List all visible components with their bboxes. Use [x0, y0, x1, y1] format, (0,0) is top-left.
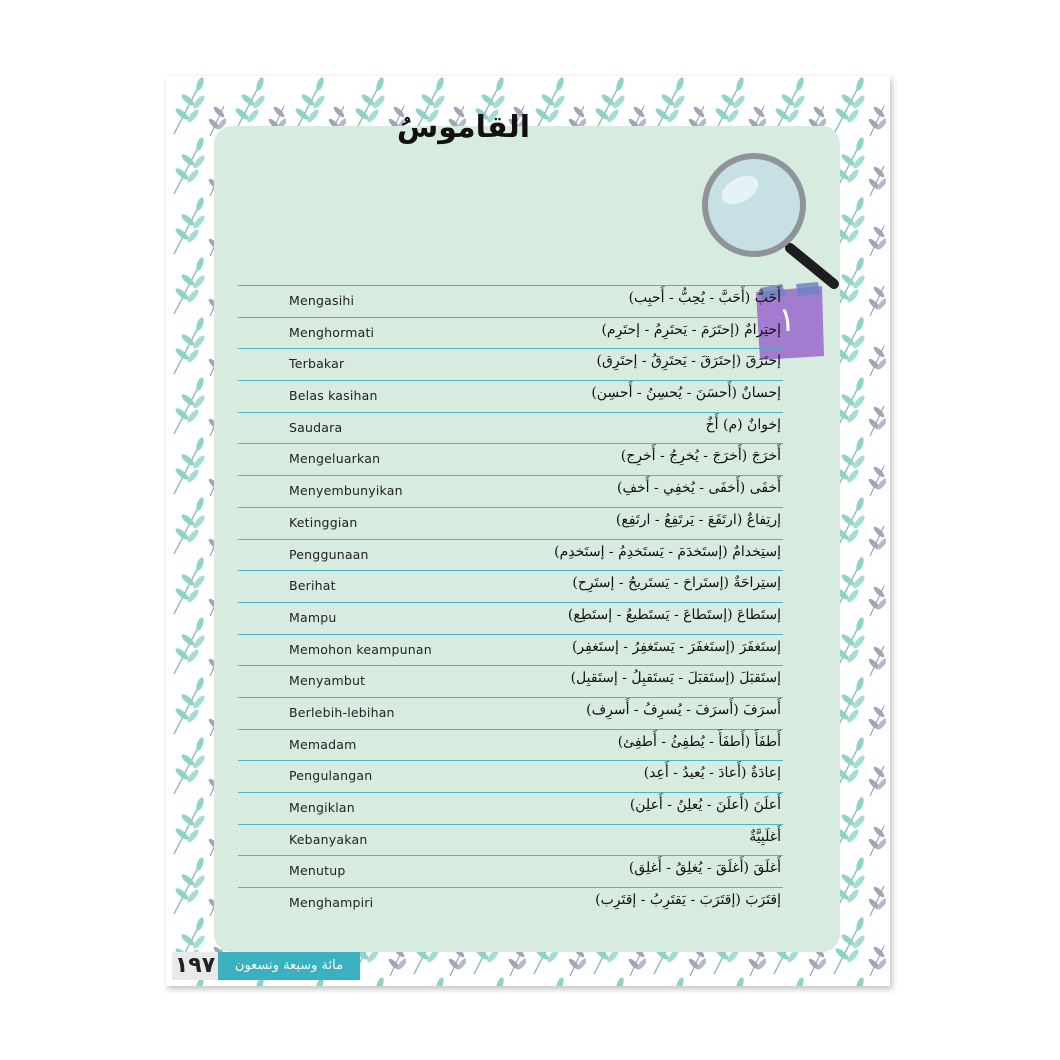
malay-meaning: Menghormati: [289, 324, 375, 340]
page-number: ١٩٧: [172, 952, 218, 980]
arabic-word: أَخرَجَ (أَخرَجَ - يُخرِجُ - أَخرِج): [620, 448, 781, 465]
arabic-word: إخوانٌ (م) أَخٌ: [705, 416, 781, 433]
dictionary-row: [238, 380, 783, 412]
arabic-word: إعادَةٌ (أَعادَ - يُعيدُ - أَعِد): [643, 765, 781, 782]
dictionary-row: [238, 602, 783, 634]
dictionary-list: [238, 285, 783, 919]
arabic-word: أَعلَنَ (أَعلَنَ - يُعلِنُ - أَعلِن): [629, 797, 781, 813]
dictionary-row: [238, 792, 783, 824]
arabic-word: أَغلَقَ (أَغلَقَ - يُغلِقُ - أَغلِق): [628, 860, 781, 877]
dictionary-row: [238, 507, 783, 539]
arabic-word: أَحَبَّ (أَحَبَّ - يُحِبُّ - أَحبِب): [628, 290, 781, 306]
arabic-word: إستِخدامٌ (إستَخدَمَ - يَستَخدِمُ - إستَخدِم): [554, 543, 781, 560]
dictionary-row: [238, 443, 783, 475]
page-number-words: مائة وسبعة وتسعون: [218, 952, 360, 980]
dictionary-row: [238, 475, 783, 507]
dictionary-row: [238, 729, 783, 761]
dictionary-row: [238, 824, 783, 856]
arabic-word: إحتَرَقَ (إحتَرَقَ - يَحتَرِقُ - إحتَرِق): [596, 353, 781, 370]
malay-meaning: Mampu: [289, 609, 337, 625]
arabic-word: إستَقبَلَ (إستَقبَلَ - يَستَقبِلُ - إستَقبِل): [570, 670, 781, 687]
arabic-word: أَطفَأَ (أَطفَأَ - يُطفِئُ - أَطفِئ): [617, 733, 781, 750]
arabic-word: إحتِرامٌ (إحتَرَمَ - يَحتَرِمُ - إحتَرِم): [601, 321, 781, 338]
dictionary-row: [238, 317, 783, 349]
page-title: القاموسُ: [396, 110, 530, 145]
lesson-number: ١: [777, 300, 797, 340]
malay-meaning: Menutup: [289, 863, 346, 879]
dictionary-row: [238, 570, 783, 602]
dictionary-row: [238, 697, 783, 729]
arabic-word: إستِراحَةٌ (إستَراحَ - يَستَريحُ - إستَرِح): [572, 575, 781, 592]
malay-meaning: Berihat: [289, 578, 336, 594]
dictionary-row: [238, 760, 783, 792]
dictionary-row: [238, 634, 783, 666]
malay-meaning: Mengiklan: [289, 800, 355, 815]
malay-meaning: Memadam: [289, 736, 357, 752]
malay-meaning: Mengasihi: [289, 293, 355, 308]
dictionary-row: [238, 887, 783, 919]
arabic-word: أَغلَبِيَّةٌ: [749, 828, 781, 845]
dictionary-row: [238, 348, 783, 380]
malay-meaning: Terbakar: [289, 356, 345, 372]
dictionary-row: [238, 412, 783, 444]
malay-meaning: Menghampiri: [289, 895, 374, 911]
malay-meaning: Belas kasihan: [289, 388, 378, 404]
malay-meaning: Menyembunyikan: [289, 483, 403, 499]
malay-meaning: Pengulangan: [289, 768, 373, 784]
arabic-word: أَسرَفَ (أَسرَفَ - يُسرِفُ - أَسرِف): [586, 701, 781, 718]
malay-meaning: Menyambut: [289, 673, 366, 689]
malay-meaning: Kebanyakan: [289, 831, 368, 847]
malay-meaning: Ketinggian: [289, 514, 358, 530]
malay-meaning: Penggunaan: [289, 546, 369, 562]
malay-meaning: Memohon keampunan: [289, 641, 432, 657]
magnifying-glass-icon: [694, 150, 844, 290]
dictionary-row: [238, 665, 783, 697]
arabic-word: إرتِفاعٌ (ارتَفَعَ - يَرتَفِعُ - ارتَفِع): [615, 511, 781, 528]
dictionary-row: [238, 539, 783, 571]
malay-meaning: Saudara: [289, 419, 343, 435]
arabic-word: أَخفَى (أَخفَى - يُخفِي - أَخفِ): [617, 480, 781, 497]
dictionary-row: [238, 855, 783, 887]
malay-meaning: Mengeluarkan: [289, 451, 381, 467]
dictionary-row: [238, 285, 783, 317]
arabic-word: إستَطاعَ (إستَطاعَ - يَستَطيعُ - إستَطِع): [567, 606, 781, 623]
arabic-word: إستَغفَرَ (إستَغفَرَ - يَستَغفِرُ - إستَغفِر): [571, 638, 781, 655]
arabic-word: إقتَرَبَ (إقتَرَبَ - يَقتَرِبُ - إقتَرِب): [595, 892, 781, 909]
malay-meaning: Berlebih-lebihan: [289, 704, 395, 720]
arabic-word: إحسانٌ (أَحسَنَ - يُحسِنُ - أَحسِن): [591, 385, 781, 402]
